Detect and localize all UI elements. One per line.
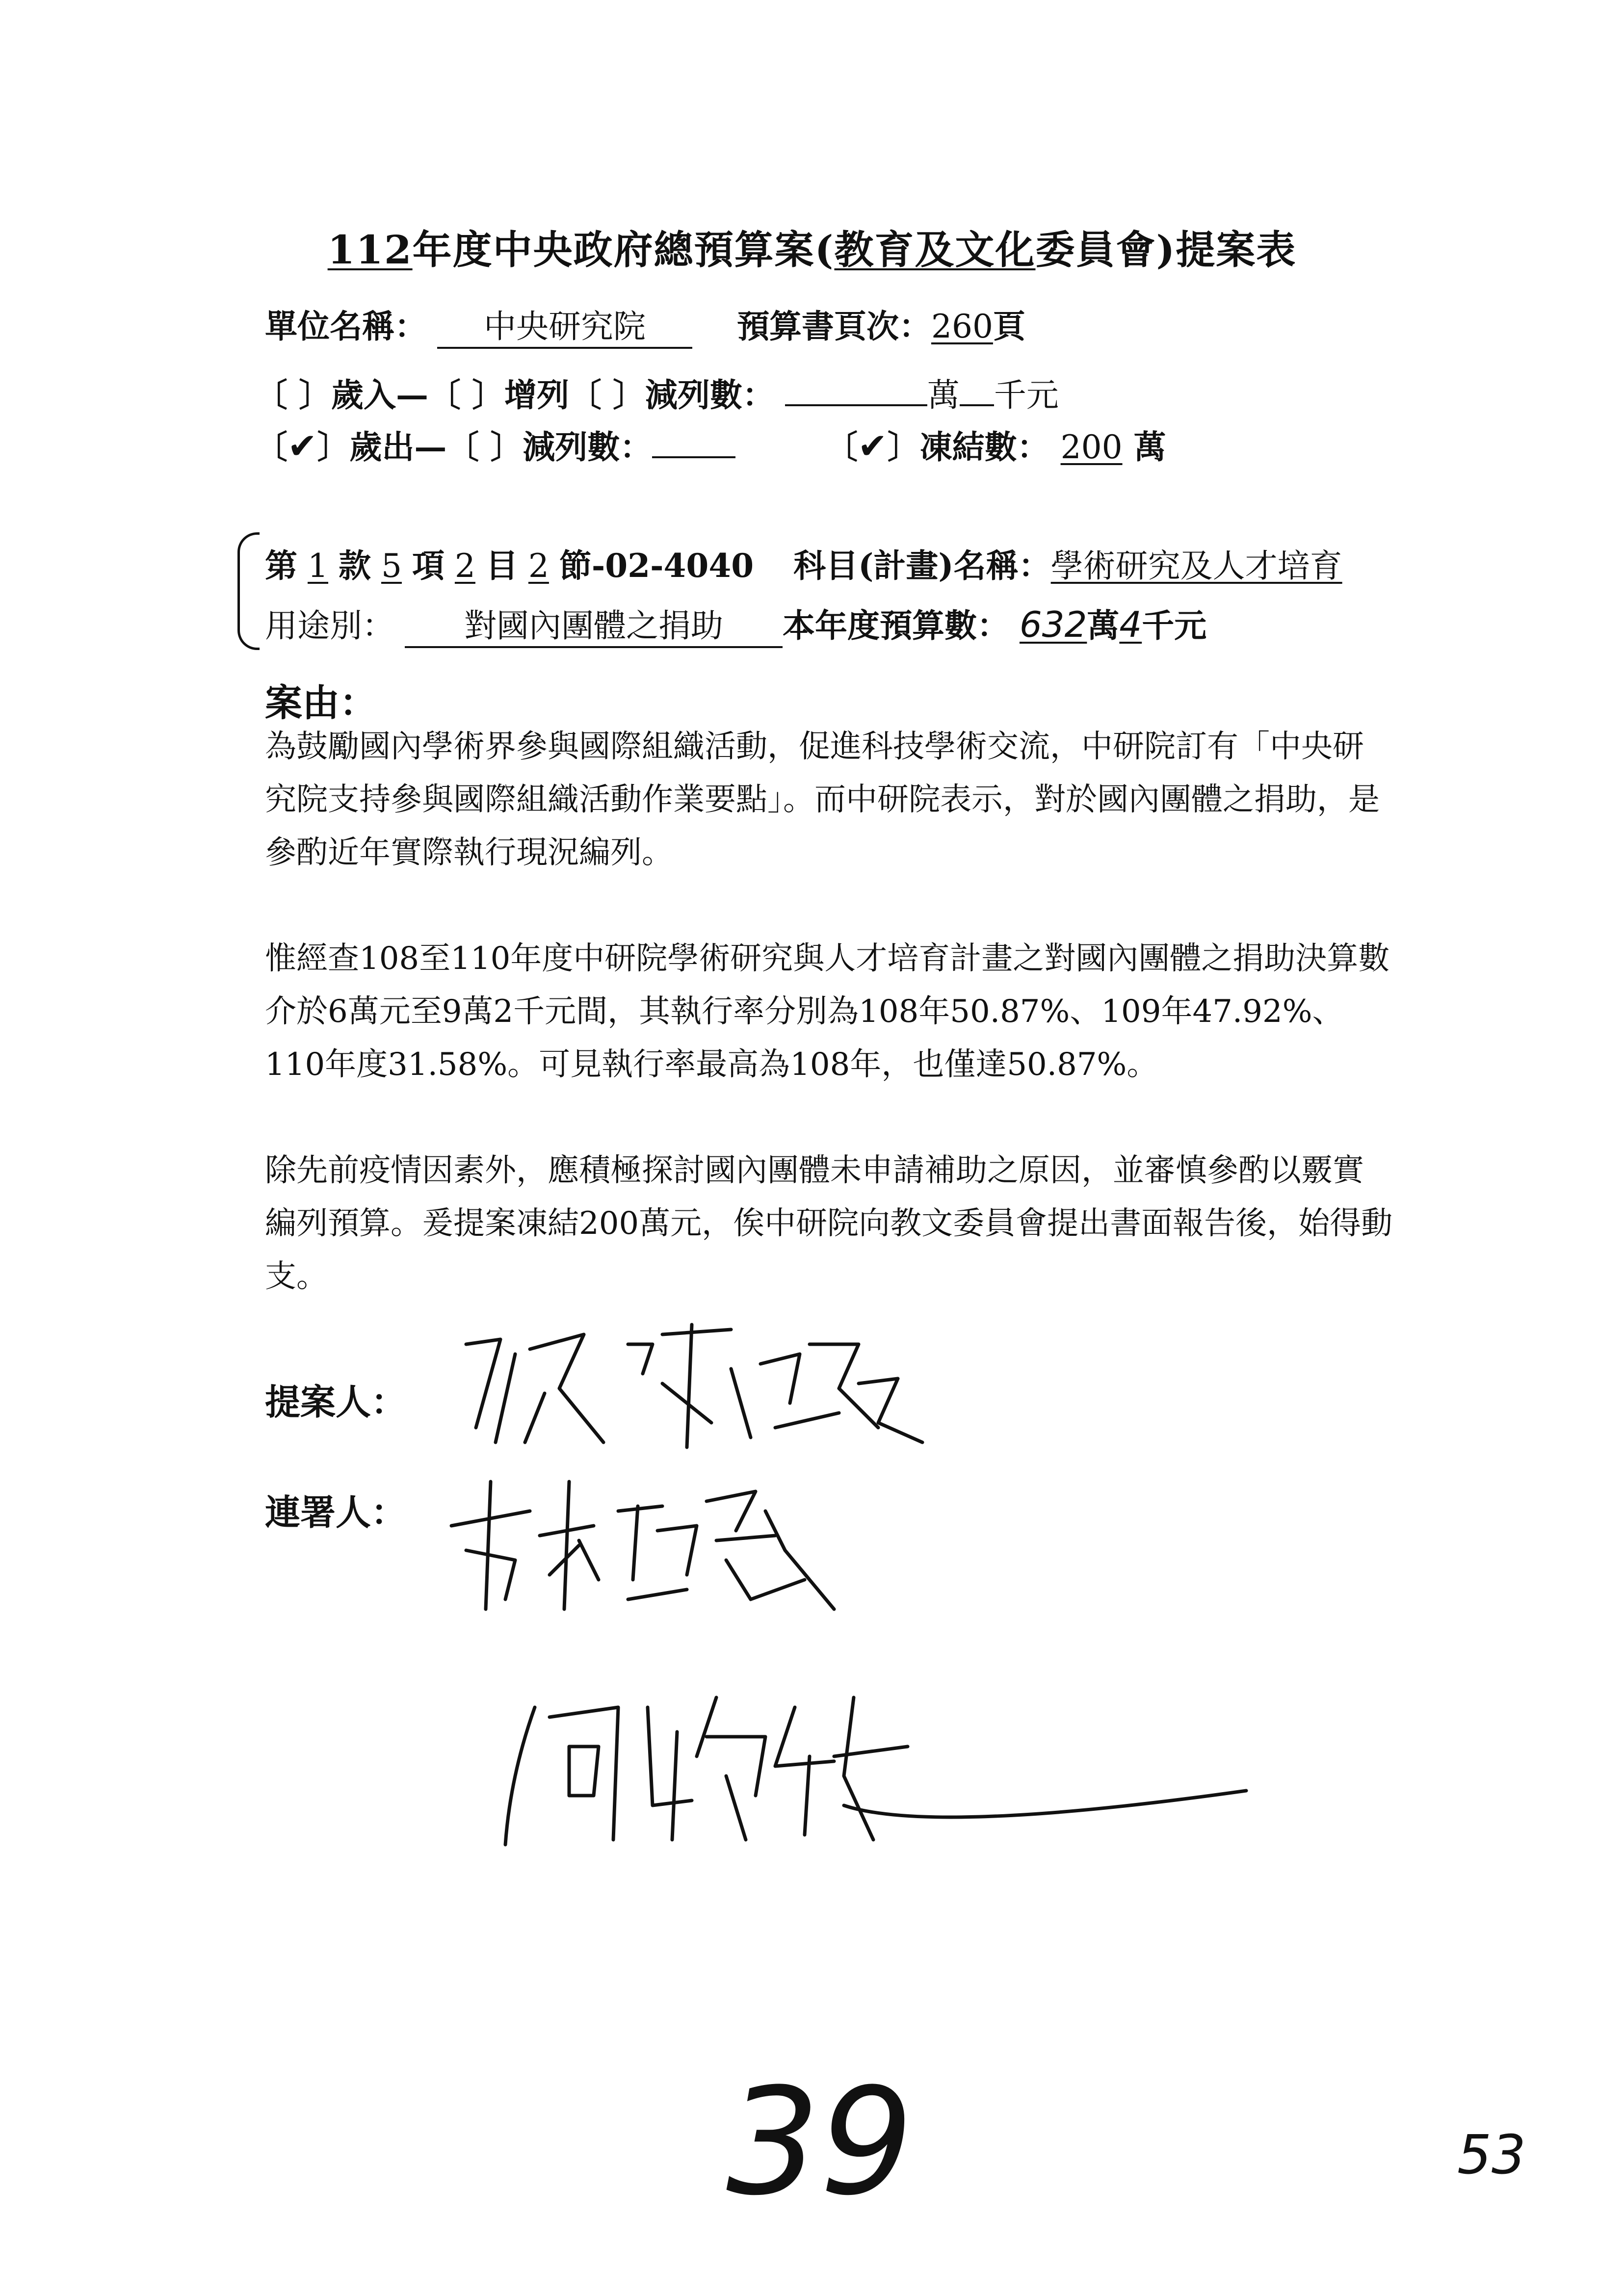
- revenue-amount-blank: [785, 375, 927, 406]
- revenue-qian-blank: [960, 375, 994, 406]
- expense-row: 〔✔〕歲出—〔 〕減列數： 〔✔〕凍結數： 200 萬: [255, 425, 1166, 467]
- page-suffix: 頁: [993, 307, 1025, 345]
- proposer-signature: [456, 1315, 947, 1462]
- expense-reduce-blank: [652, 427, 735, 458]
- page-label: 預算書頁次：: [736, 307, 931, 345]
- cosigner-signature-2: [491, 1678, 1256, 1864]
- item-bracket: [237, 532, 260, 650]
- subject-label: 科目(計畫)名稱：: [793, 547, 1051, 585]
- mu-value: 2: [454, 547, 475, 585]
- unit-row: [265, 300, 1025, 349]
- xiang-value: 5: [381, 547, 402, 585]
- unit-label: 單位名稱：: [265, 307, 427, 345]
- freeze-check-mark: ✔: [858, 425, 888, 467]
- use-value: 對國內團體之捐助: [405, 600, 783, 648]
- cosigner-label: 連署人：: [265, 1491, 407, 1533]
- revenue-text: 〔 〕歲入—〔 〕增列〔 〕減列數：: [255, 376, 775, 414]
- jie-label: 節-02-4040: [559, 547, 754, 585]
- revenue-wan: 萬: [927, 376, 960, 414]
- freeze-label: 凍結數：: [919, 428, 1049, 466]
- use-label: 用途別：: [265, 607, 394, 645]
- page-number: [707, 2057, 914, 2228]
- sheet-number-text: 53: [1457, 2123, 1526, 2186]
- kuan-value: 1: [307, 547, 328, 585]
- jie-value: 2: [528, 547, 549, 585]
- revenue-qian: 千元: [994, 376, 1059, 414]
- freeze-unit: 萬: [1133, 428, 1166, 466]
- document-title: [0, 218, 1624, 275]
- proposer-label: 提案人：: [265, 1381, 407, 1423]
- page-number-text: 39: [726, 2057, 914, 2228]
- unit-value: 中央研究院: [437, 300, 692, 349]
- mu-label: 目: [485, 547, 518, 585]
- kuan-prefix: 第: [265, 547, 297, 585]
- subject-value: 學術研究及人才培育: [1050, 547, 1342, 585]
- budget-qian-label: 千元: [1142, 606, 1207, 645]
- freeze-value: 200: [1060, 428, 1123, 466]
- item-row: [265, 540, 1342, 586]
- title-part2: 委員會)提案表: [1035, 227, 1297, 273]
- title-part1: 年度中央政府總預算案(: [412, 227, 835, 273]
- expense-text: 歲出—〔 〕減列數：: [349, 428, 653, 466]
- title-committee: 教育及文化: [834, 227, 1036, 273]
- cosigner-signature-1: [432, 1452, 873, 1629]
- reason-paragraph-2: 惟經查108至110年度中研院學術研究與人才培育計畫之對國內團體之捐助決算數介於6萬元至9萬2千元間，其執行率分別為108年50.87%、109年47.92%、110年度31.58%。可見執行率最高為108年，也僅達50.87%。: [265, 940, 1390, 1083]
- budget-wan-value: 632: [1019, 604, 1087, 645]
- sheet-number: [1452, 2119, 1550, 2188]
- kuan-label: 款: [338, 547, 371, 585]
- budget-label: 本年度預算數：: [782, 606, 1009, 645]
- reason-heading: 案由：: [265, 681, 377, 725]
- budget-qian-value: 4: [1119, 604, 1142, 645]
- revenue-row: [255, 369, 1059, 416]
- reason-paragraph-3: 除先前疫情因素外，應積極探討國內團體未申請補助之原因，並審慎參酌以覈實編列預算。爰提案凍結200萬元，俟中研院向教文委員會提出書面報告後，始得動支。: [265, 1152, 1393, 1295]
- use-row: [265, 600, 1206, 648]
- expense-check-mark: ✔: [288, 425, 317, 467]
- page-value: 260: [931, 308, 993, 345]
- title-year: 112: [327, 227, 413, 273]
- reason-body: [265, 720, 1393, 1356]
- reason-paragraph-1: 為鼓勵國內學術界參與國際組織活動，促進科技學術交流，中研院訂有「中央研究院支持參與國際組織活動作業要點」。而中研院表示，對於國內團體之捐助，是參酌近年實際執行現況編列。: [265, 729, 1380, 871]
- xiang-label: 項: [412, 547, 445, 585]
- budget-wan-label: 萬: [1087, 606, 1120, 645]
